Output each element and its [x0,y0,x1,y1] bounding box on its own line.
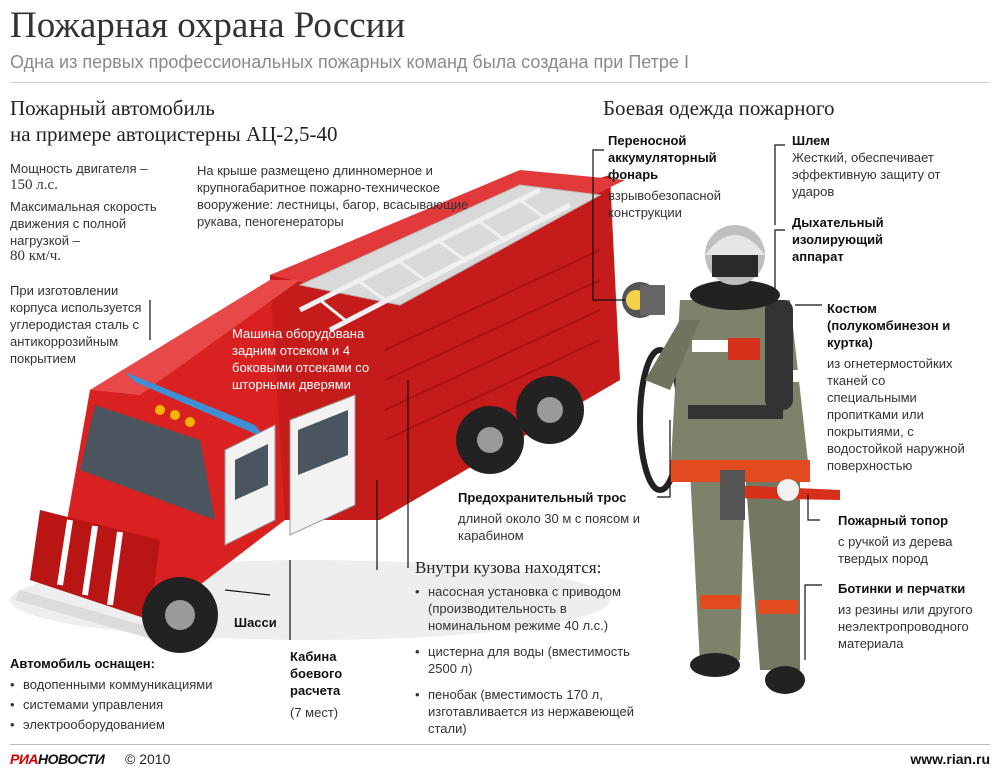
boots-desc: из резины или другого неэлектропроводного материала [838,602,973,651]
firefighter-illustration [622,225,840,694]
rope-callout [458,489,653,544]
inside-block [415,558,650,746]
site-link[interactable]: www.rian.ru [910,751,990,767]
cabin-label: Кабина боевого расчета [290,649,343,698]
inside-title: Внутри кузова находятся: [415,558,602,577]
compartments-note: Машина оборудована задним отсеком и 4 боковыми отсеками со шторными дверями [232,326,370,392]
axe-title: Пожарный топор [838,513,949,528]
list-item: • цистерна для воды (вместимость 2500 л) [415,643,650,677]
rope-title: Предохранительный трос [458,490,627,505]
inside-list [415,583,650,737]
truck-heading-line2: на примере автоцистерны АЦ-2,5-40 [10,122,338,146]
truck-specs [10,160,170,265]
footer-divider [10,744,990,745]
cabin-callout [290,648,370,721]
equipped-block [10,655,250,736]
engine-label: Мощность двигателя – [10,161,148,176]
helmet-desc: Жесткий, обеспечивает эффективную защиту от ударов [792,150,941,199]
gear-heading: Боевая одежда пожарного [603,96,835,120]
logo-part-b: НОВОСТИ [38,751,105,767]
list-item: • насосная установка с приводом (производительность в номинальном режиме 40 л.с.) [415,583,650,634]
equipped-list [10,676,250,733]
breath-title: Дыхательный изолирующий аппарат [792,215,884,264]
suit-title: Костюм (полукомбинезон и куртка) [827,301,951,350]
axe-desc: с ручкой из дерева твердых пород [838,534,953,566]
lamp-desc: взрывобезопасной конструкции [608,188,722,220]
list-item: • водопенными коммуникациями [10,676,250,693]
speed-label: Максимальная скорость движения с полной нагрузкой – [10,199,157,248]
lamp-title: Переносной аккумуляторный фонарь [608,133,717,182]
roof-note: На крыше размещено длинномерное и крупногабаритное пожарно-техническое вооружение: лестницы, багор, всасывающие рукава, пеногенераторы [197,163,469,229]
copyright: © 2010 [125,751,171,767]
helmet-title: Шлем [792,133,830,148]
speed-value: 80 км/ч. [10,248,61,264]
list-item: • электрооборудованием [10,716,250,733]
axe-callout [838,512,978,567]
boots-callout [838,580,973,652]
corpus-note: При изготовлении корпуса используется углеродистая сталь с антикоррозийным покрытием [10,283,142,366]
logo-part-a: РИА [10,751,39,767]
rope-desc: длиной около 30 м с поясом и карабином [458,511,641,543]
page-title: Пожарная охрана России [10,5,406,46]
helmet-callout [792,132,972,200]
page-subtitle: Одна из первых профессиональных пожарных команд была создана при Петре I [10,52,689,72]
boots-title: Ботинки и перчатки [838,581,966,596]
chassis-label: Шасси [234,615,277,630]
suit-callout [827,300,977,474]
engine-value: 150 л.с. [10,177,58,193]
suit-desc: из огнетермостойких тканей со специальными пропитками или покрытиями, с водостойкой наружной поверхностью [827,356,965,473]
truck-heading-line1: Пожарный автомобиль [10,96,215,120]
truck-heading [10,95,338,147]
equipped-title: Автомобиль оснащен: [10,656,155,671]
list-item: • пенобак (вместимость 170 л, изготавливается из нержавеющей стали) [415,686,650,737]
cabin-seats: (7 мест) [290,705,339,720]
list-item: • системами управления [10,696,250,713]
ria-logo [10,751,104,767]
lamp-callout [608,132,738,221]
